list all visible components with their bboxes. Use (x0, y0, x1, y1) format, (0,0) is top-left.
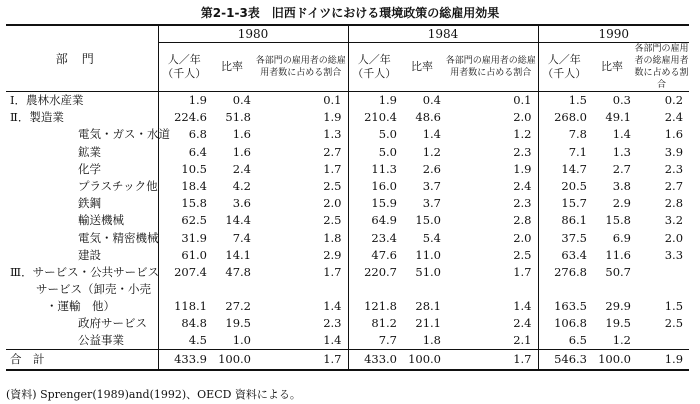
value-cell: 2.1 (513, 333, 532, 348)
value-cell: 15.8 (181, 196, 207, 211)
row-label: 鉱業 (6, 144, 158, 161)
table-row (6, 178, 689, 195)
value-cell: 47.6 (348, 247, 400, 264)
value-cell: 546.3 (538, 350, 590, 371)
value-cell: 121.8 (348, 281, 400, 315)
value-cell: 3.6 (232, 196, 251, 211)
row-label: Ⅱ．製造業 (6, 109, 158, 126)
value-cell: 86.1 (538, 212, 590, 229)
value-cell: 1.7 (513, 264, 532, 279)
value-cell: 6.4 (188, 144, 207, 159)
value-cell: 2.8 (664, 196, 684, 211)
row-label: 政府サービス (6, 315, 158, 332)
value-cell: 0.3 (612, 93, 631, 108)
value-cell: 224.6 (174, 110, 207, 125)
row-label: Ⅰ．農林水産業 (6, 92, 158, 110)
row-label: 公益事業 (6, 332, 158, 350)
row-label: 輸送機械 (6, 212, 158, 229)
value-cell: 21.1 (415, 316, 441, 331)
value-cell: 11.0 (415, 247, 441, 262)
value-cell: 20.5 (538, 178, 590, 195)
row-label: 電気・精密機械 (6, 230, 158, 247)
value-cell: 49.1 (605, 110, 631, 125)
value-cell: 5.0 (348, 144, 400, 161)
value-cell: 2.9 (323, 247, 342, 262)
value-cell: 63.4 (538, 247, 590, 264)
value-cell: 1.4 (323, 299, 342, 314)
value-cell: 2.3 (664, 161, 684, 176)
value-cell: 2.3 (513, 144, 532, 159)
sector-header: 部門 (6, 25, 158, 92)
table-row (6, 144, 689, 161)
value-cell: 14.7 (538, 161, 590, 178)
table-row (6, 315, 689, 332)
value-cell: 51.0 (415, 264, 441, 279)
share-header: 各部門の雇用者の総雇用者数に占める割合 (444, 43, 538, 92)
value-cell: 15.0 (415, 213, 441, 228)
value-cell: 3.8 (612, 179, 631, 194)
table-row (6, 247, 689, 264)
row-label-line: ・運輸 他） (46, 299, 115, 314)
table-row (6, 281, 689, 315)
value-cell: 27.2 (225, 299, 251, 314)
value-cell: 1.5 (538, 92, 590, 110)
employment-table (6, 24, 689, 371)
value-cell: 2.8 (513, 213, 532, 228)
value-cell: 3.2 (664, 213, 684, 228)
value-cell: 1.7 (323, 264, 342, 279)
ratio-header: 比率 (210, 43, 254, 92)
value-cell: 2.5 (513, 247, 532, 262)
value-cell: 1.3 (612, 144, 631, 159)
table-title: 第2-1-3表 旧西ドイツにおける環境政策の総雇用効果 (200, 6, 500, 20)
value-cell: 276.8 (538, 264, 590, 281)
value-cell: 4.2 (232, 179, 251, 194)
row-label: 電気・ガス・水道 (6, 126, 158, 143)
value-cell: 2.0 (664, 230, 684, 245)
value-cell: 100.0 (210, 350, 254, 371)
row-label: プラスチック他 (6, 178, 158, 195)
value-cell: 7.1 (538, 144, 590, 161)
value-cell: 15.8 (605, 213, 631, 228)
source-note: (資料) Sprenger(1989)and(1992)、OECD 資料による。 (6, 388, 301, 401)
value-cell: 268.0 (538, 109, 590, 126)
value-cell: 18.4 (181, 179, 207, 194)
value-cell: 2.3 (323, 316, 342, 331)
value-cell: 4.5 (188, 333, 207, 348)
persons-header: 人／年（千人） (538, 43, 590, 92)
value-cell: 11.6 (605, 247, 631, 262)
value-cell: 2.5 (664, 316, 684, 331)
value-cell: 1.4 (513, 299, 532, 314)
value-cell: 37.5 (538, 230, 590, 247)
value-cell: 1.4 (422, 127, 441, 142)
value-cell: 163.5 (538, 281, 590, 315)
value-cell: 2.4 (664, 110, 684, 125)
persons-header: 人／年（千人） (348, 43, 400, 92)
value-cell: 6.9 (612, 230, 631, 245)
share-header: 各部門の雇用者の総雇用者数に占める割合 (634, 44, 689, 90)
value-cell: 14.1 (225, 247, 251, 262)
value-cell: 1.6 (232, 127, 251, 142)
value-cell: 0.4 (422, 93, 441, 108)
year-header: 1980 (158, 25, 348, 43)
value-cell: 23.4 (348, 230, 400, 247)
value-cell: 1.2 (612, 333, 631, 348)
value-cell (634, 264, 689, 281)
value-cell: 433.9 (158, 350, 210, 371)
value-cell: 1.0 (232, 333, 251, 348)
share-header: 各部門の雇用者の総雇用者数に占める割合 (254, 43, 348, 92)
value-cell: 1.8 (323, 230, 342, 245)
value-cell: 1.3 (323, 127, 342, 142)
value-cell: 2.0 (513, 110, 532, 125)
value-cell: 2.4 (513, 179, 532, 194)
value-cell: 50.7 (605, 264, 631, 279)
value-cell: 106.8 (538, 315, 590, 332)
value-cell: 1.8 (422, 333, 441, 348)
table-row (6, 195, 689, 212)
value-cell: 3.3 (664, 247, 684, 262)
value-cell: 10.5 (181, 161, 207, 176)
table-row (6, 212, 689, 229)
value-cell: 210.4 (348, 109, 400, 126)
value-cell: 61.0 (181, 247, 207, 262)
value-cell: 1.7 (323, 161, 342, 176)
value-cell: 1.2 (513, 127, 532, 142)
value-cell: 1.7 (444, 350, 538, 371)
value-cell: 1.9 (348, 92, 400, 110)
table-row (6, 264, 689, 281)
value-cell: 1.9 (634, 350, 689, 371)
value-cell: 118.1 (174, 299, 207, 314)
row-label: 化学 (6, 161, 158, 178)
value-cell: 0.1 (513, 93, 532, 108)
value-cell: 0.1 (323, 93, 342, 108)
value-cell: 2.3 (513, 196, 532, 211)
value-cell: 2.6 (422, 161, 441, 176)
value-cell: 207.4 (174, 264, 207, 279)
value-cell: 2.7 (664, 179, 684, 194)
value-cell: 2.7 (323, 144, 342, 159)
value-cell: 2.0 (513, 230, 532, 245)
value-cell: 6.8 (188, 127, 207, 142)
year-header: 1984 (348, 25, 538, 43)
value-cell: 31.9 (181, 230, 207, 245)
value-cell (634, 332, 689, 350)
value-cell: 1.9 (323, 110, 342, 125)
table-row (6, 109, 689, 126)
value-cell: 19.5 (225, 316, 251, 331)
row-label: Ⅲ．サービス・公共サービス (6, 264, 158, 281)
value-cell: 2.5 (323, 213, 342, 228)
value-cell: 64.9 (348, 212, 400, 229)
value-cell: 3.9 (664, 144, 684, 159)
total-row (6, 350, 689, 371)
persons-header: 人／年（千人） (158, 43, 210, 92)
ratio-header: 比率 (400, 43, 444, 92)
value-cell: 3.7 (422, 196, 441, 211)
table-row (6, 332, 689, 350)
row-label: 鉄鋼 (6, 195, 158, 212)
value-cell: 2.4 (513, 316, 532, 331)
row-label: 合 計 (6, 350, 158, 371)
value-cell: 0.4 (232, 93, 251, 108)
value-cell: 7.4 (232, 230, 251, 245)
value-cell: 1.4 (323, 333, 342, 348)
row-label-line: サービス（卸売・小売 (36, 282, 151, 297)
value-cell: 15.9 (348, 195, 400, 212)
value-cell: 100.0 (590, 350, 634, 371)
value-cell: 62.5 (181, 213, 207, 228)
value-cell: 1.9 (513, 161, 532, 176)
value-cell: 1.2 (422, 144, 441, 159)
value-cell: 2.5 (323, 179, 342, 194)
table-body (6, 92, 689, 371)
value-cell: 220.7 (348, 264, 400, 281)
value-cell: 47.8 (225, 264, 251, 279)
value-cell: 2.4 (232, 161, 251, 176)
value-cell: 3.7 (422, 179, 441, 194)
value-cell: 7.8 (538, 126, 590, 143)
value-cell: 1.6 (664, 127, 684, 142)
value-cell: 48.6 (415, 110, 441, 125)
value-cell: 2.9 (612, 196, 631, 211)
value-cell: 100.0 (400, 350, 444, 371)
value-cell: 84.8 (181, 316, 207, 331)
value-cell: 81.2 (348, 315, 400, 332)
value-cell: 28.1 (415, 299, 441, 314)
value-cell: 29.9 (605, 299, 631, 314)
value-cell: 1.6 (232, 144, 251, 159)
table-row (6, 161, 689, 178)
value-cell: 1.7 (254, 350, 348, 371)
year-header: 1990 (538, 25, 689, 43)
value-cell: 433.0 (348, 350, 400, 371)
value-cell: 1.4 (612, 127, 631, 142)
table-row (6, 230, 689, 247)
value-cell: 11.3 (348, 161, 400, 178)
value-cell: 5.0 (348, 126, 400, 143)
value-cell: 16.0 (348, 178, 400, 195)
value-cell: 1.5 (664, 299, 684, 314)
value-cell: 14.4 (225, 213, 251, 228)
row-label: 建設 (6, 247, 158, 264)
ratio-header: 比率 (590, 43, 634, 92)
value-cell: 19.5 (605, 316, 631, 331)
table-row (6, 126, 689, 143)
value-cell: 7.7 (348, 332, 400, 350)
table-row (6, 92, 689, 110)
value-cell: 6.5 (538, 332, 590, 350)
value-cell: 0.2 (664, 93, 684, 108)
value-cell: 15.7 (538, 195, 590, 212)
value-cell: 51.8 (225, 110, 251, 125)
value-cell: 2.7 (612, 161, 631, 176)
value-cell: 2.0 (323, 196, 342, 211)
value-cell: 5.4 (422, 230, 441, 245)
row-label (6, 281, 158, 315)
value-cell: 1.9 (188, 93, 207, 108)
